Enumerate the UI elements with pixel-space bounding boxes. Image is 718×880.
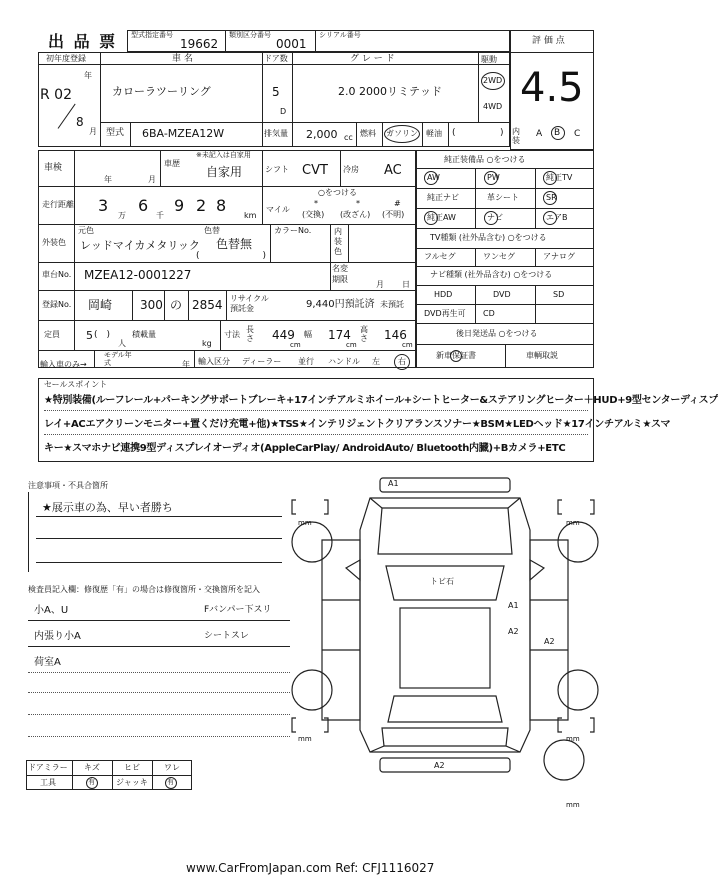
mileage-tsuke: ○をつける (318, 188, 357, 197)
inspector-label: 検査員記入欄：修復歴「有」の場合は修復箇所・交換箇所を記入 (28, 585, 260, 594)
mm-label-fl: mm (298, 519, 312, 527)
kaizan-mark: * (356, 199, 360, 208)
grade-label: グ レ ー ド (350, 54, 395, 64)
tv-1: ワンセグ (483, 252, 515, 261)
model-year-label: モデル年式 (104, 351, 132, 367)
drive-label: 駆動 (481, 55, 497, 64)
damage-a1-side: A1 (508, 601, 519, 610)
interior-color-char2: 装 (334, 237, 342, 246)
color-label: 外装色 (42, 238, 66, 247)
reg-number: 2854 (192, 298, 223, 312)
meigi-day: 日 (402, 280, 410, 289)
reg-area: 岡崎 (88, 298, 113, 312)
import-parallel: 並行 (298, 357, 314, 366)
nav-title: ナビ種類 (社外品含む) ○をつける (430, 270, 553, 279)
width-value: 174 (328, 328, 351, 342)
type-label: 型式 (106, 128, 125, 138)
mileage-digit-1: 3 (98, 196, 109, 215)
repaint-paren: ( ) (196, 251, 267, 261)
chassis-number: MZEA12-0001227 (84, 268, 192, 282)
equip-title: 純正装備品 ○をつける (444, 155, 526, 164)
color-no-label: カラーNo. (274, 226, 312, 235)
mileage-kaizan: (改ざん) (340, 210, 371, 219)
nav2-0: DVD再生可 (424, 309, 466, 318)
capacity-label: 定員 (44, 330, 60, 339)
mileage-mile: マイル (266, 205, 290, 214)
drive-2wd: 2WD (483, 76, 503, 85)
recycle-value: 9,440円預託済 (306, 299, 375, 310)
notes-line-1: ★展示車の為、早い者勝ち (42, 501, 173, 514)
equip-row1-0: AW (427, 173, 440, 182)
tv-0: フルセグ (424, 252, 456, 261)
height-unit: cm (402, 341, 413, 349)
disp-value: 2,000 (306, 128, 338, 141)
import-dealer: ディーラー (242, 357, 282, 366)
first-reg-year: R 02 (40, 87, 72, 103)
equip-row3-1: ナビ (487, 213, 503, 222)
inspection-label: 車検 (44, 163, 63, 173)
legend-hibi: ヒビ (124, 763, 140, 772)
model-code-label: 型式指定番号 (131, 31, 173, 39)
length-value: 449 (272, 328, 295, 342)
reg-class: 300 (140, 298, 163, 312)
mileage-unit-sen: 千 (156, 211, 164, 220)
shift-label: シフト (265, 165, 289, 174)
mileage-label: 走行距離 (42, 200, 74, 209)
inspector-item-3a: 荷室A (34, 657, 61, 668)
year-unit: 年 (84, 71, 92, 80)
score-label: 評 価 点 (532, 36, 565, 46)
mm-label-fr: mm (566, 519, 580, 527)
equip-row3-0: 純正AW (427, 213, 456, 222)
notes-label: 注意事項・不具合箇所 (28, 481, 108, 490)
recycle-label: リサイクル預託金 (230, 294, 269, 313)
interior-color-char1: 内 (334, 227, 342, 236)
capacity-value: 5 (86, 329, 93, 342)
legend-jack-yes: 有 (167, 778, 174, 786)
model-code: 19662 (180, 37, 219, 51)
handle-right: 右 (398, 357, 406, 366)
size-label: 寸法 (224, 330, 240, 339)
footer-ref: www.CarFromJapan.com Ref: CFJ1116027 (186, 861, 435, 875)
equip-row2-2: SR (546, 193, 557, 202)
sales-line-1: ★特別装備(ルーフレール+パーキングサポートブレーキ+17インチアルミホイール+シートヒーター&ステアリングヒーター＋HUD+9型センターディスプ (44, 395, 718, 406)
legend-kougu-yes: 有 (88, 778, 95, 786)
car-name-label: 車 名 (172, 54, 193, 64)
first-reg-month: 8 (76, 115, 84, 129)
chassis-label: 車台No. (42, 270, 72, 279)
damage-a2-bottom: A2 (434, 761, 445, 770)
class-code: 0001 (276, 37, 307, 51)
mm-label-rr: mm (566, 735, 580, 743)
door-label: ドア数 (264, 54, 288, 63)
shift-value: CVT (302, 163, 328, 178)
tv-title: TV種類 (社外品含む) ○をつける (430, 233, 547, 242)
height-label: 高さ (360, 325, 368, 343)
inspection-month-unit: 月 (148, 175, 156, 184)
width-unit: cm (346, 341, 357, 349)
fuel-label: 燃料 (360, 129, 376, 138)
month-unit: 月 (89, 127, 97, 136)
score-value: 4.5 (520, 65, 584, 111)
grade-value: 2.0 2000リミテッド (338, 85, 442, 98)
width-label: 幅 (304, 330, 312, 339)
mileage-koukan: (交換) (302, 210, 325, 219)
serial-label: シリアル番号 (319, 31, 361, 39)
nav2-1: CD (483, 309, 495, 318)
fuel-paren-open: ( (452, 128, 456, 138)
nav1-1: DVD (493, 290, 511, 299)
import-label: 輸入車のみ→ (40, 360, 87, 369)
use-note: ※未記入は自家用 (196, 151, 251, 159)
later-1: 車輌取説 (526, 351, 558, 360)
fuel-paren-close: ) (500, 128, 504, 138)
sales-label: セールスポイント (44, 380, 108, 389)
koukan-mark: * (314, 199, 318, 208)
meigi-kigen: 期限 (332, 275, 348, 284)
interior-b: B (554, 128, 561, 138)
sales-line-3: キー★スマホナビ連携9型ディスプレイオーディオ(AppleCarPlay/ AndroidAuto/ Bluetooth内臓)+Bカメラ+ETC (44, 443, 566, 454)
equip-row2-1: 革シート (487, 193, 519, 202)
disp-unit: cc (344, 133, 353, 142)
inspector-item-1a: 小A、U (34, 605, 69, 616)
inspector-item-2a: 内張り小A (34, 631, 81, 642)
equip-row1-2: 純正TV (546, 173, 573, 182)
type-value: 6BA-MZEA12W (142, 127, 225, 140)
inspector-item-1b: Fバンパー下スリ (204, 605, 272, 615)
import-class-label: 輸入区分 (198, 357, 230, 366)
mileage-digit-3: 9 (174, 196, 185, 215)
drive-4wd: 4WD (483, 102, 503, 111)
nav1-0: HDD (434, 290, 453, 299)
capacity-paren: ( ) (94, 330, 111, 340)
interior-label: 内装 (512, 127, 520, 145)
mm-label-spare: mm (566, 801, 580, 809)
legend-doormirror: ドアミラー (28, 763, 68, 772)
nav1-2: SD (553, 290, 565, 299)
recycle-unpaid: 未預託 (380, 300, 404, 309)
mileage-digit-4: 2 (196, 196, 207, 215)
equip-row1-1: PW (487, 173, 500, 182)
car-name: カローラツーリング (112, 85, 211, 98)
legend-jack: ジャッキ (116, 778, 148, 787)
legend-ware: ワレ (164, 763, 180, 772)
interior-color-char3: 色 (334, 247, 342, 256)
tv-2: アナログ (543, 252, 575, 261)
length-label: 長さ (246, 325, 254, 343)
legend-kougu: 工具 (40, 778, 56, 787)
sheet-title: 出 品 票 (48, 32, 118, 51)
load-label: 積載量 (132, 330, 156, 339)
use-label: 車歴 (164, 159, 180, 168)
length-unit: cm (290, 341, 301, 349)
inspector-item-2b: シートスレ (204, 631, 249, 641)
handle-left: 左 (372, 357, 380, 366)
legend-kizu: キズ (84, 763, 100, 772)
mileage-digit-5: 8 (216, 196, 227, 215)
mileage-unit-km: km (244, 211, 257, 220)
damage-tobi-ishi: トビ石 (430, 577, 454, 586)
first-reg-label: 初年度登録 (46, 54, 86, 63)
equip-row2-0: 純正ナビ (427, 193, 459, 202)
fuel-gasoline: ガソリン (386, 129, 418, 138)
mileage-digit-2: 6 (138, 196, 149, 215)
meigi-label: 名変 (332, 264, 348, 273)
ac-label: 冷房 (343, 165, 359, 174)
handle-label: ハンドル (328, 357, 360, 366)
later-title: 後日発送品 ○をつける (456, 329, 538, 338)
use-value: 自家用 (206, 165, 243, 179)
interior-a: A (536, 129, 543, 139)
repaint-value: 色替無 (216, 237, 253, 251)
equip-row3-2: エアB (546, 213, 568, 222)
damage-a1-top: A1 (388, 479, 399, 488)
mm-label-rl: mm (298, 735, 312, 743)
capacity-unit: 人 (118, 339, 126, 348)
repaint-label: 色替 (204, 226, 220, 235)
disp-label: 排気量 (264, 129, 288, 138)
interior-c: C (574, 129, 581, 139)
sales-line-2: レイ+ACエアクリーンモニター+置くだけ充電+他)★TSS★インテリジェントクリアランスソナー★BSM★LEDヘッド★17インチアルミ★スマ (44, 419, 671, 430)
orig-color-label: 元色 (78, 226, 94, 235)
model-year-unit: 年 (182, 360, 190, 369)
door-sub: D (280, 107, 287, 116)
orig-color: レッドマイカメタリック (80, 239, 200, 252)
height-value: 146 (384, 328, 407, 342)
fumei-mark: # (394, 199, 401, 208)
later-0: 新車保証書 (436, 351, 476, 360)
damage-a2-right: A2 (544, 637, 555, 646)
mileage-fumei: (不明) (382, 210, 405, 219)
reg-label: 登録No. (42, 300, 72, 309)
mileage-unit-man: 万 (118, 211, 126, 220)
ac-value: AC (384, 163, 402, 178)
meigi-month: 月 (376, 280, 384, 289)
reg-kana: の (170, 298, 183, 312)
load-unit: kg (202, 339, 212, 348)
door-count: 5 (272, 85, 280, 99)
fuel-diesel: 軽油 (426, 129, 442, 138)
inspection-year-unit: 年 (104, 175, 112, 184)
class-code-label: 類別区分番号 (229, 31, 271, 39)
damage-a2-side: A2 (508, 627, 519, 636)
